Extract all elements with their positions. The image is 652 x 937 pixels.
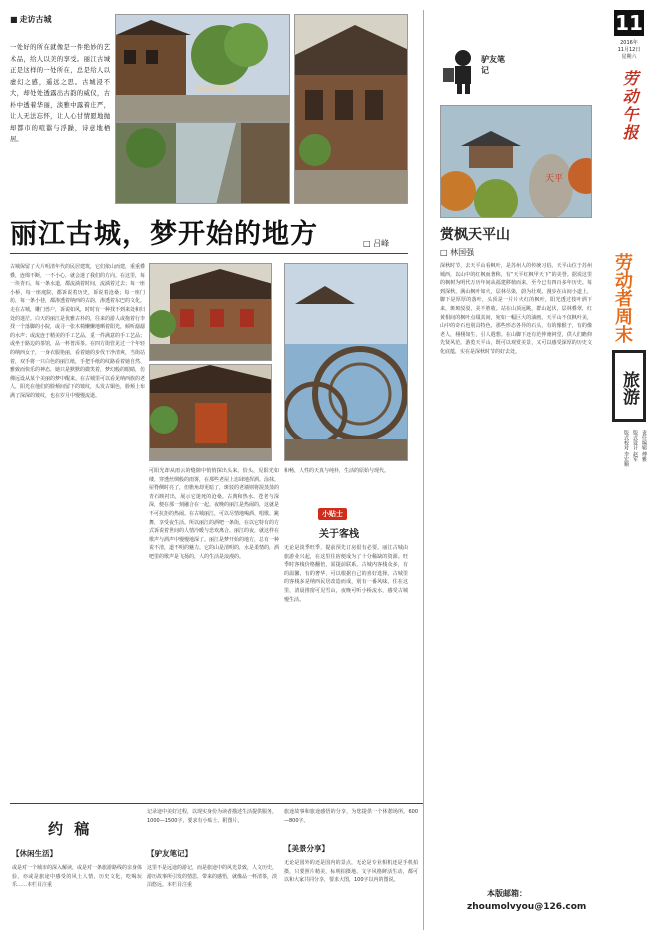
column-label-box <box>443 44 513 94</box>
date-block <box>611 40 647 61</box>
weekly-title-2: 周末 <box>612 307 633 343</box>
credit-proof: 版式校对 李宏顺 <box>623 430 629 467</box>
article-author: 吕峰 <box>373 239 390 248</box>
photo-waterwheel <box>284 263 408 461</box>
credits <box>618 430 648 467</box>
tip-badge: 小贴士 <box>318 508 347 520</box>
body-column-1: 古城保留了大片明清年代的民居建筑，它们依山而建，重重叠叠，连绵不断，一不小心，就会迷了我们的方向。在这里，每一块青石，每一条水道，都流淌着时间，流淌着过去；每一座小桥，每一座庭院，都诉说着历史，诉说着沧桑；每一座门坊，每一条小巷，都渗透着纳西的古韵，渗透着东巴的文化。走在古城，雕门兽户，诉说如风，时时有一种找不到来处和归处的迷茫。白天的丽江是优雅古朴的，往来的游人或拖着行李找一个落脚的小院，或寻一张木椅懒懒地晒着阳光，倾听潺潺的水声；或流连于精美的手工艺品，觅一件满意的手工艺品；或坐于路边的茶馆，品一杯普洱茶。在四方街管见过一个年轻的纳西女子，一身衣服艳丽，看着她的步伐干净清爽，当街站着，双手将一只白色的丽江纸，手把手纸的纹路看着她自然、雅致而快乐的神态，她只是默默的微笑着，梦幻般的眼睛，仿佛远设从某个美丽的梦中醒来。在古城里可以看见纳西族的老人，阳光在他们的脸颊间留下的皱纹，头发古铜色，脸颊上布满了深深的皱纹，也在岁月中慢慢流逝。 <box>10 264 145 399</box>
intro-text: 一处好的所在就像是一件绝妙的艺术品，给人以美的享受。丽江古城正是这样的一处所在，总是给人以虚幻之感，遥远之思。古城浸不大，却处处透露出古韵的威仪，古朴中透着华丽，淡雅中露着庄严，让人无法忘怀，让人心甘情愿地抛却都市的喧嚣与浮躁，诗意地栖居。 <box>10 44 110 143</box>
vertical-divider <box>423 10 424 930</box>
side-byline <box>440 247 474 258</box>
solicitation-text-1: 或是对一个城市的深入解读，或是对一条旅游路线的亲身体验，亦或是旅途中感受的风土人情，历史文化，吃喝玩乐……本栏目注重 <box>12 865 142 889</box>
bottom-rule <box>10 803 423 804</box>
weekly-title <box>612 253 632 343</box>
solicitation-tag-1: 【休闲生活】 <box>12 849 57 858</box>
solicitation-text-2a: 记录途中美好过程，以现实身份为读者描述生活提供服务，1000—1500字，要求有小贴士、附图片。 <box>147 809 277 824</box>
credit-editor: 责任编辑 傅雅 <box>641 430 647 462</box>
credit-design: 版式设计 赵军 <box>632 430 638 462</box>
solicitation-text-3a: 旅途故事和旅途感悟的分享，为您提供一个休憩场所。600—800字。 <box>284 809 418 824</box>
tip-text: 无论是淡季旺季，提前预先订房很有必要。丽江古城由旅游业兴起，在这里住宿便成为了十分稀缺的资源。旺季时客栈价格翻倍，需提前联系。古城内客栈众多，有的温馨，有的奢华，可以根据自己的喜好选择。古城里的客栈多是纳西民居改造而成，别有一番风味。住在这里，清晨推窗可见雪山，夜晚可听小桥流水，感受古城慢生活。 <box>284 545 408 603</box>
photo-canal <box>115 122 290 204</box>
photo-tianping-mountain <box>440 105 592 218</box>
date-day: 11月12日 <box>617 47 641 53</box>
photo-street-shops <box>149 263 272 361</box>
title-rule <box>10 253 408 254</box>
solicitation-text-2b: 这里不是远途的游记，而是旅途中的风光景致，人文历史，游历故事所引发的情思，带来的感悟，就像品一杯清茶，淡泊悠远。本栏目注重 <box>147 865 277 889</box>
solicitation-tag-3: 【美景分享】 <box>284 844 329 853</box>
solicitation-text-3b: 无论是国外的还是国内的景点，无论是专业相机还是手机拍摄，只要照片精美，标明拍摄地、文字风格鲜活生动，都可以和大家共同分享，要求大图，100字以内的图说。 <box>284 860 418 884</box>
side-title: 赏枫天平山 <box>440 227 510 243</box>
section-label: ■ 走访古城 <box>10 14 52 25</box>
email-label: 本版邮箱： <box>487 889 527 898</box>
column-label: 驴友笔记 <box>481 55 505 75</box>
page-number: 11 <box>615 11 643 35</box>
date-weekday: 星期六 <box>621 54 637 60</box>
rock-inscription: 天平 <box>545 174 564 184</box>
article-title: 丽江古城，梦开始的地方 <box>10 219 318 250</box>
solicitation-title: 约 稿 <box>48 820 93 838</box>
masthead: 劳动午报 <box>620 70 639 142</box>
solicitation-tag-2: 【驴友笔记】 <box>147 849 192 858</box>
body-column-2: 可阳光却从雨云的缝隙中悄悄探出头来。恰头，见阳光如缕，穿透丝绸般的雨雾，在那些老屋上恣肆地挥洒。涂抹。屋脊侧时亮了，但檐角却更暗了，斑驳的老墙则将混蒸蒸的青石映衬出，展示它迷死的沧桑。古典和热水、苍老与深深，便在那一刻融合在一起。夜晚的丽江是热闹的，这就是不可抗拒的热闹。在古城丽江，可以尽情地喝酒、唱歌、跳舞，享受夜生活。所以丽江的酒吧一条街，在以它特有的方式诉说着世间的人情冷暖与悲欢离合。丽江的夜，就这样在歌声与酒声中慢慢地深了。丽江是梦开始的地方，总有一种说不清，道不明的魅力。它的山是清明的，水是柔情的，酒吧里的歌声是飞扬的，人的生活是浪漫的。 <box>149 468 279 560</box>
photo-wooden-house <box>294 14 408 204</box>
side-author: 林国强 <box>450 248 475 257</box>
photo-shop-front <box>149 364 272 461</box>
date-year: 2016年 <box>620 40 638 46</box>
byline-square: □ <box>363 239 371 248</box>
tip-title: 关于客栈 <box>319 529 359 540</box>
section-name: 旅游 <box>612 350 646 422</box>
email-address[interactable]: zhoumolvyou@126.com <box>467 902 587 912</box>
photo-old-street <box>115 14 290 122</box>
side-byline-square: □ <box>440 248 448 257</box>
article-byline <box>363 238 389 249</box>
side-text: 深秋时节，去天平山看枫叶，是苏州人的传统习俗。天平山位于苏州城西，以山中的红枫而著称，有“天平红枫甲天下”的美誉。据说这里的枫树为明代万历年间从福建移植而来，至今已有四百多年历史。每到深秋，满山枫叶如火，层林尽染，蔚为壮观。漫步在山间小道上，脚下是厚厚的落叶，头顶是一片片火红的枫叶，阳光透过枝叶洒下来，斑斑驳驳，美不胜收。站在山顶远眺，群山起伏，层林叠翠，红黄相间的枫叶点缀其间，宛如一幅巨大的油画。天平山不仅枫叶美，山中的奇石也别具特色，那些形态各异的石头，有的像猴子，有的像老人，栩栩如生，引人遐想。在山脚下还有范仲淹祠堂，供人们瞻仰先贤风范。游览天平山，既可以观赏美景，又可以感受深厚的历史文化底蕴，实在是深秋时节的好去处。 <box>440 263 592 355</box>
body-column-3: 和畅，人性的天真与纯朴，生活的原始与现代。 <box>284 468 390 474</box>
weekly-title-1: 劳动者 <box>612 253 633 307</box>
